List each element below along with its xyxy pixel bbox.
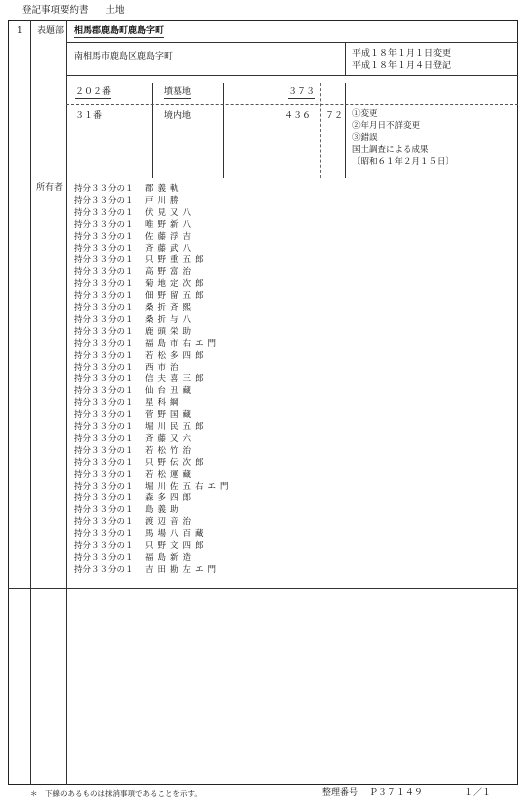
- owner-share: 持分３３分の１: [74, 374, 134, 385]
- owner-name: 若松運藏: [145, 469, 196, 480]
- parcel-row-separator: [66, 104, 518, 105]
- cause-4: 国土調査による成果: [352, 145, 429, 155]
- owner-share: 持分３３分の１: [74, 184, 134, 194]
- owner-name: 信夫喜三郎: [145, 374, 208, 385]
- owner-share: 持分３３分の１: [74, 493, 134, 504]
- owner-name: 星科綱: [145, 398, 183, 409]
- document-title: [22, 6, 125, 16]
- owner-share: 持分３３分の１: [74, 314, 134, 325]
- document-title-text: 登記事項要約書: [22, 5, 89, 16]
- cause-5: 〔昭和６１年２月１５日〕: [352, 157, 455, 167]
- parcel-new-area-decimal: ７２: [325, 111, 344, 121]
- owner-name: 高野富治: [145, 267, 196, 278]
- owner-share: 持分３３分の１: [74, 481, 134, 492]
- owner-name: 只野重五郎: [145, 255, 208, 266]
- owner-share: 持分３３分の１: [74, 433, 134, 444]
- owner-name: 戸川勝: [145, 195, 183, 206]
- location-note-1: 平成１８年１月１日変更: [352, 49, 452, 59]
- owner-name: 福島市右エ門: [145, 338, 221, 349]
- row-line-1: [66, 42, 518, 43]
- parcel-old-category: 墳墓地: [164, 87, 192, 97]
- owner-name: 菅野国藏: [145, 410, 196, 421]
- owner-name: 佃野留五郎: [145, 291, 208, 302]
- owner-share: 持分３３分の１: [74, 350, 134, 361]
- parcel-divider-1: [152, 83, 153, 178]
- owner-share: 持分３３分の１: [74, 231, 134, 242]
- parcel-divider-2: [223, 83, 224, 178]
- owner-name: 森多四郎: [145, 493, 196, 504]
- cause-1: ①変更: [352, 109, 378, 119]
- page-number: １／１: [464, 788, 492, 798]
- owner-name: 斉藤武八: [145, 243, 196, 254]
- reference-number: Ｐ３７１４９: [368, 788, 423, 798]
- owners-label: 所有者: [36, 183, 64, 193]
- owner-name: 仙台丑藏: [145, 386, 196, 397]
- owner-name: 若松竹治: [145, 445, 196, 456]
- bottom-row-line: [8, 588, 518, 589]
- owner-name: 伏見又八: [145, 207, 196, 218]
- owner-share: 持分３３分の１: [74, 422, 134, 432]
- owner-share: 持分３３分の１: [74, 457, 134, 468]
- location-note-2: 平成１８年１月４日登記: [352, 61, 452, 71]
- owner-name: 吉田勘左エ門: [145, 564, 221, 575]
- owner-share: 持分３３分の１: [74, 410, 134, 421]
- owner-share: 持分３３分の１: [74, 303, 134, 313]
- row-line-2: [66, 75, 518, 76]
- owner-share: 持分３３分の１: [74, 505, 134, 516]
- owner-share: 持分３３分の１: [74, 469, 134, 480]
- owner-name: 馬場八百藏: [145, 529, 208, 540]
- owner-name: 桑折斉熙: [145, 303, 196, 313]
- new-address: 南相馬市鹿島区鹿島字町: [74, 52, 174, 62]
- owner-name: 若松多四郎: [145, 350, 208, 361]
- column-divider-1: [30, 20, 31, 785]
- footer-note: ＊ 下線のあるものは抹消事項であることを示す。: [30, 789, 202, 798]
- parcel-new-category: 境内地: [164, 111, 192, 121]
- owner-share: 持分３３分の１: [74, 219, 134, 230]
- owner-name: 堀川民五郎: [145, 422, 208, 432]
- cause-2: ②年月日不詳変更: [352, 121, 421, 131]
- owner-share: 持分３３分の１: [74, 362, 134, 373]
- section-label: 表題部: [37, 26, 65, 36]
- owner-name: 郡義軌: [145, 184, 183, 194]
- old-address: 相馬郡鹿島町鹿島字町: [74, 26, 165, 36]
- section-number: 1: [17, 26, 23, 36]
- parcel-old-area: ３７３: [288, 87, 316, 97]
- owner-share: 持分３３分の１: [74, 517, 134, 528]
- owner-share: 持分３３分の１: [74, 195, 134, 206]
- owner-share: 持分３３分の１: [74, 243, 134, 254]
- owner-share: 持分３３分の１: [74, 529, 134, 540]
- owner-name: 島義助: [145, 505, 183, 516]
- parcel-old-number: ２０２番: [75, 87, 112, 97]
- parcel-divider-decimal: [320, 83, 321, 178]
- owner-share: 持分３３分の１: [74, 386, 134, 397]
- owner-name: 佐藤浮吉: [145, 231, 196, 242]
- owner-name: 渡辺音治: [145, 517, 196, 528]
- parcel-new-number: ３１番: [75, 111, 103, 121]
- owner-share: 持分３３分の１: [74, 552, 134, 563]
- parcel-divider-3: [345, 83, 346, 178]
- owner-name: 斉藤又六: [145, 433, 196, 444]
- column-divider-2: [66, 20, 67, 785]
- owner-share: 持分３３分の１: [74, 398, 134, 409]
- owner-name: 福島新造: [145, 552, 196, 563]
- owner-name: 唯野新八: [145, 219, 196, 230]
- document-kind: 土地: [105, 5, 125, 16]
- owner-share: 持分３３分の１: [74, 279, 134, 290]
- owner-share: 持分３３分の１: [74, 267, 134, 278]
- owner-share: 持分３３分の１: [74, 564, 134, 575]
- owner-name: 只野文四郎: [145, 541, 208, 551]
- owner-name: 堀川佐五右エ門: [145, 481, 233, 492]
- owner-name: 鹿頭栄助: [145, 326, 196, 337]
- reference-label: 整理番号: [322, 788, 359, 798]
- owner-share: 持分３３分の１: [74, 338, 134, 349]
- owner-name: 桑折与八: [145, 314, 196, 325]
- owner-name: 菊地定次郎: [145, 279, 208, 290]
- owner-share: 持分３３分の１: [74, 445, 134, 456]
- owner-share: 持分３３分の１: [74, 291, 134, 302]
- parcel-new-area: ４３６: [284, 111, 312, 121]
- reference-block: [322, 789, 423, 798]
- owner-share: 持分３３分の１: [74, 326, 134, 337]
- location-note-divider: [345, 42, 346, 75]
- owner-share: 持分３３分の１: [74, 207, 134, 218]
- owner-name: 只野伝次郎: [145, 457, 208, 468]
- owner-share: 持分３３分の１: [74, 255, 134, 266]
- cause-3: ③錯誤: [352, 133, 378, 143]
- owner-name: 西市治: [145, 362, 183, 373]
- owner-share: 持分３３分の１: [74, 541, 134, 551]
